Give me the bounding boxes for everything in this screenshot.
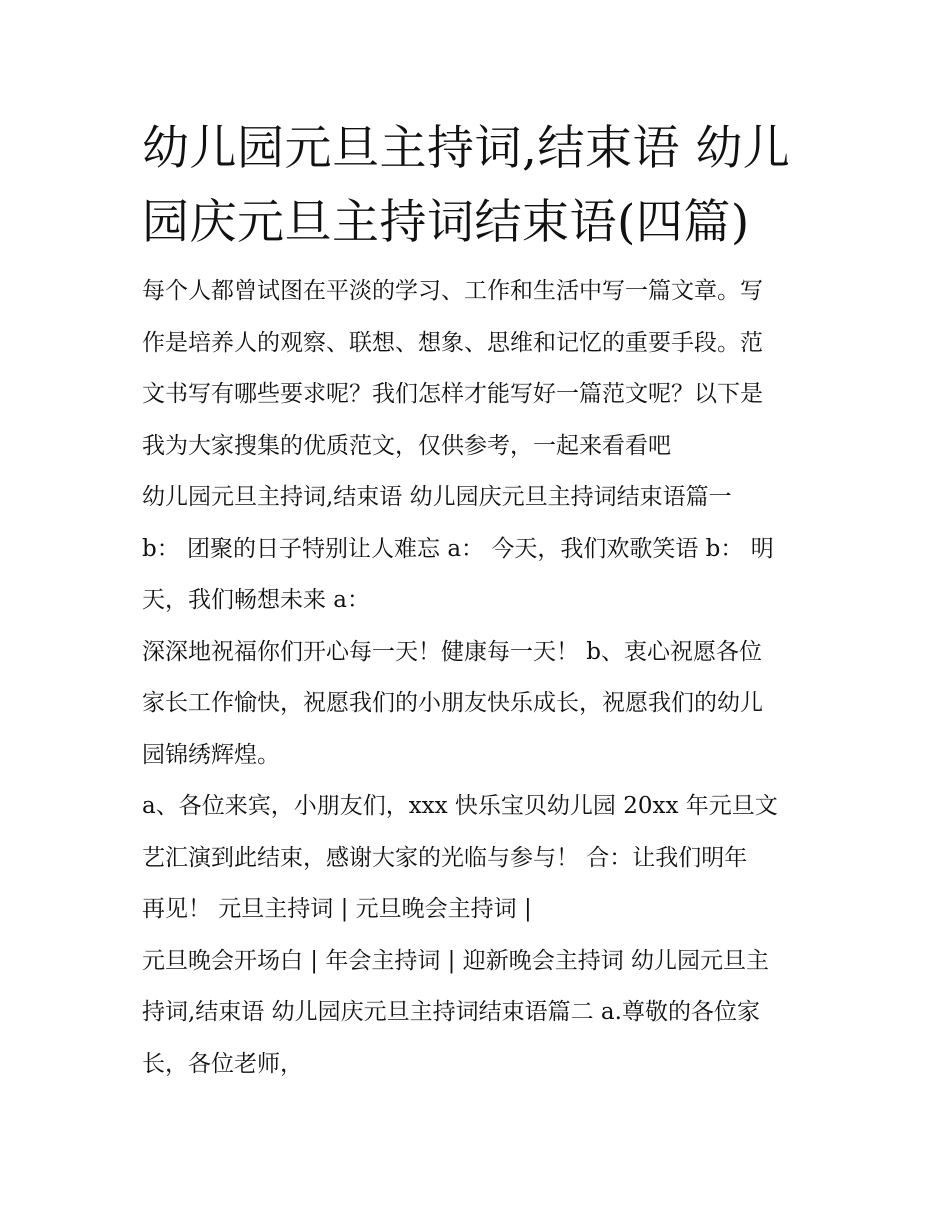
body-line: a、各位来宾，小朋友们，xxx 快乐宝贝幼儿园 20xx 年元旦文: [142, 793, 778, 819]
body-line: 家长工作愉快，祝愿我们的小朋友快乐成长，祝愿我们的幼儿: [142, 690, 763, 716]
body-line: 幼儿园元旦主持词,结束语 幼儿园庆元旦主持词结束语篇一: [142, 484, 732, 510]
body-line: b： 团聚的日子特别让人难忘 a： 今天，我们欢歌笑语 b： 明: [142, 535, 774, 562]
body-line: 我为大家搜集的优质范文，仅供参考，一起来看看吧: [142, 432, 671, 459]
body-line: 深深地祝福你们开心每一天！健康每一天！ b、衷心祝愿各位: [142, 638, 763, 665]
body-line: 长，各位老师，: [142, 1050, 303, 1077]
body-line: 文书写有哪些要求呢？我们怎样才能写好一篇范文呢？以下是: [142, 381, 763, 407]
body-line: 园锦绣辉煌。: [142, 741, 280, 768]
body-line: 艺汇演到此结束，感谢大家的光临与参与！ 合：让我们明年: [142, 844, 748, 871]
body-line: 再见！ 元旦主持词 | 元旦晚会主持词 |: [142, 896, 532, 922]
title-line: 园庆元旦主持词结束语(四篇): [142, 195, 750, 250]
body-line: 作是培养人的观察、联想、想象、思维和记忆的重要手段。范: [142, 329, 763, 356]
title-line: 幼儿园元旦主持词,结束语 幼儿: [142, 121, 791, 176]
body-line: 持词,结束语 幼儿园庆元旦主持词结束语篇二 a.尊敬的各位家: [142, 999, 760, 1025]
body-line: 元旦晚会开场白 | 年会主持词 | 迎新晚会主持词 幼儿园元旦主: [142, 947, 770, 974]
document-title: [142, 112, 818, 260]
document-body: [142, 266, 818, 1090]
body-line: 天，我们畅想未来 a：: [142, 587, 371, 613]
body-line: 每个人都曾试图在平淡的学习、工作和生活中写一篇文章。写: [142, 278, 763, 304]
document-page: [142, 112, 818, 1090]
